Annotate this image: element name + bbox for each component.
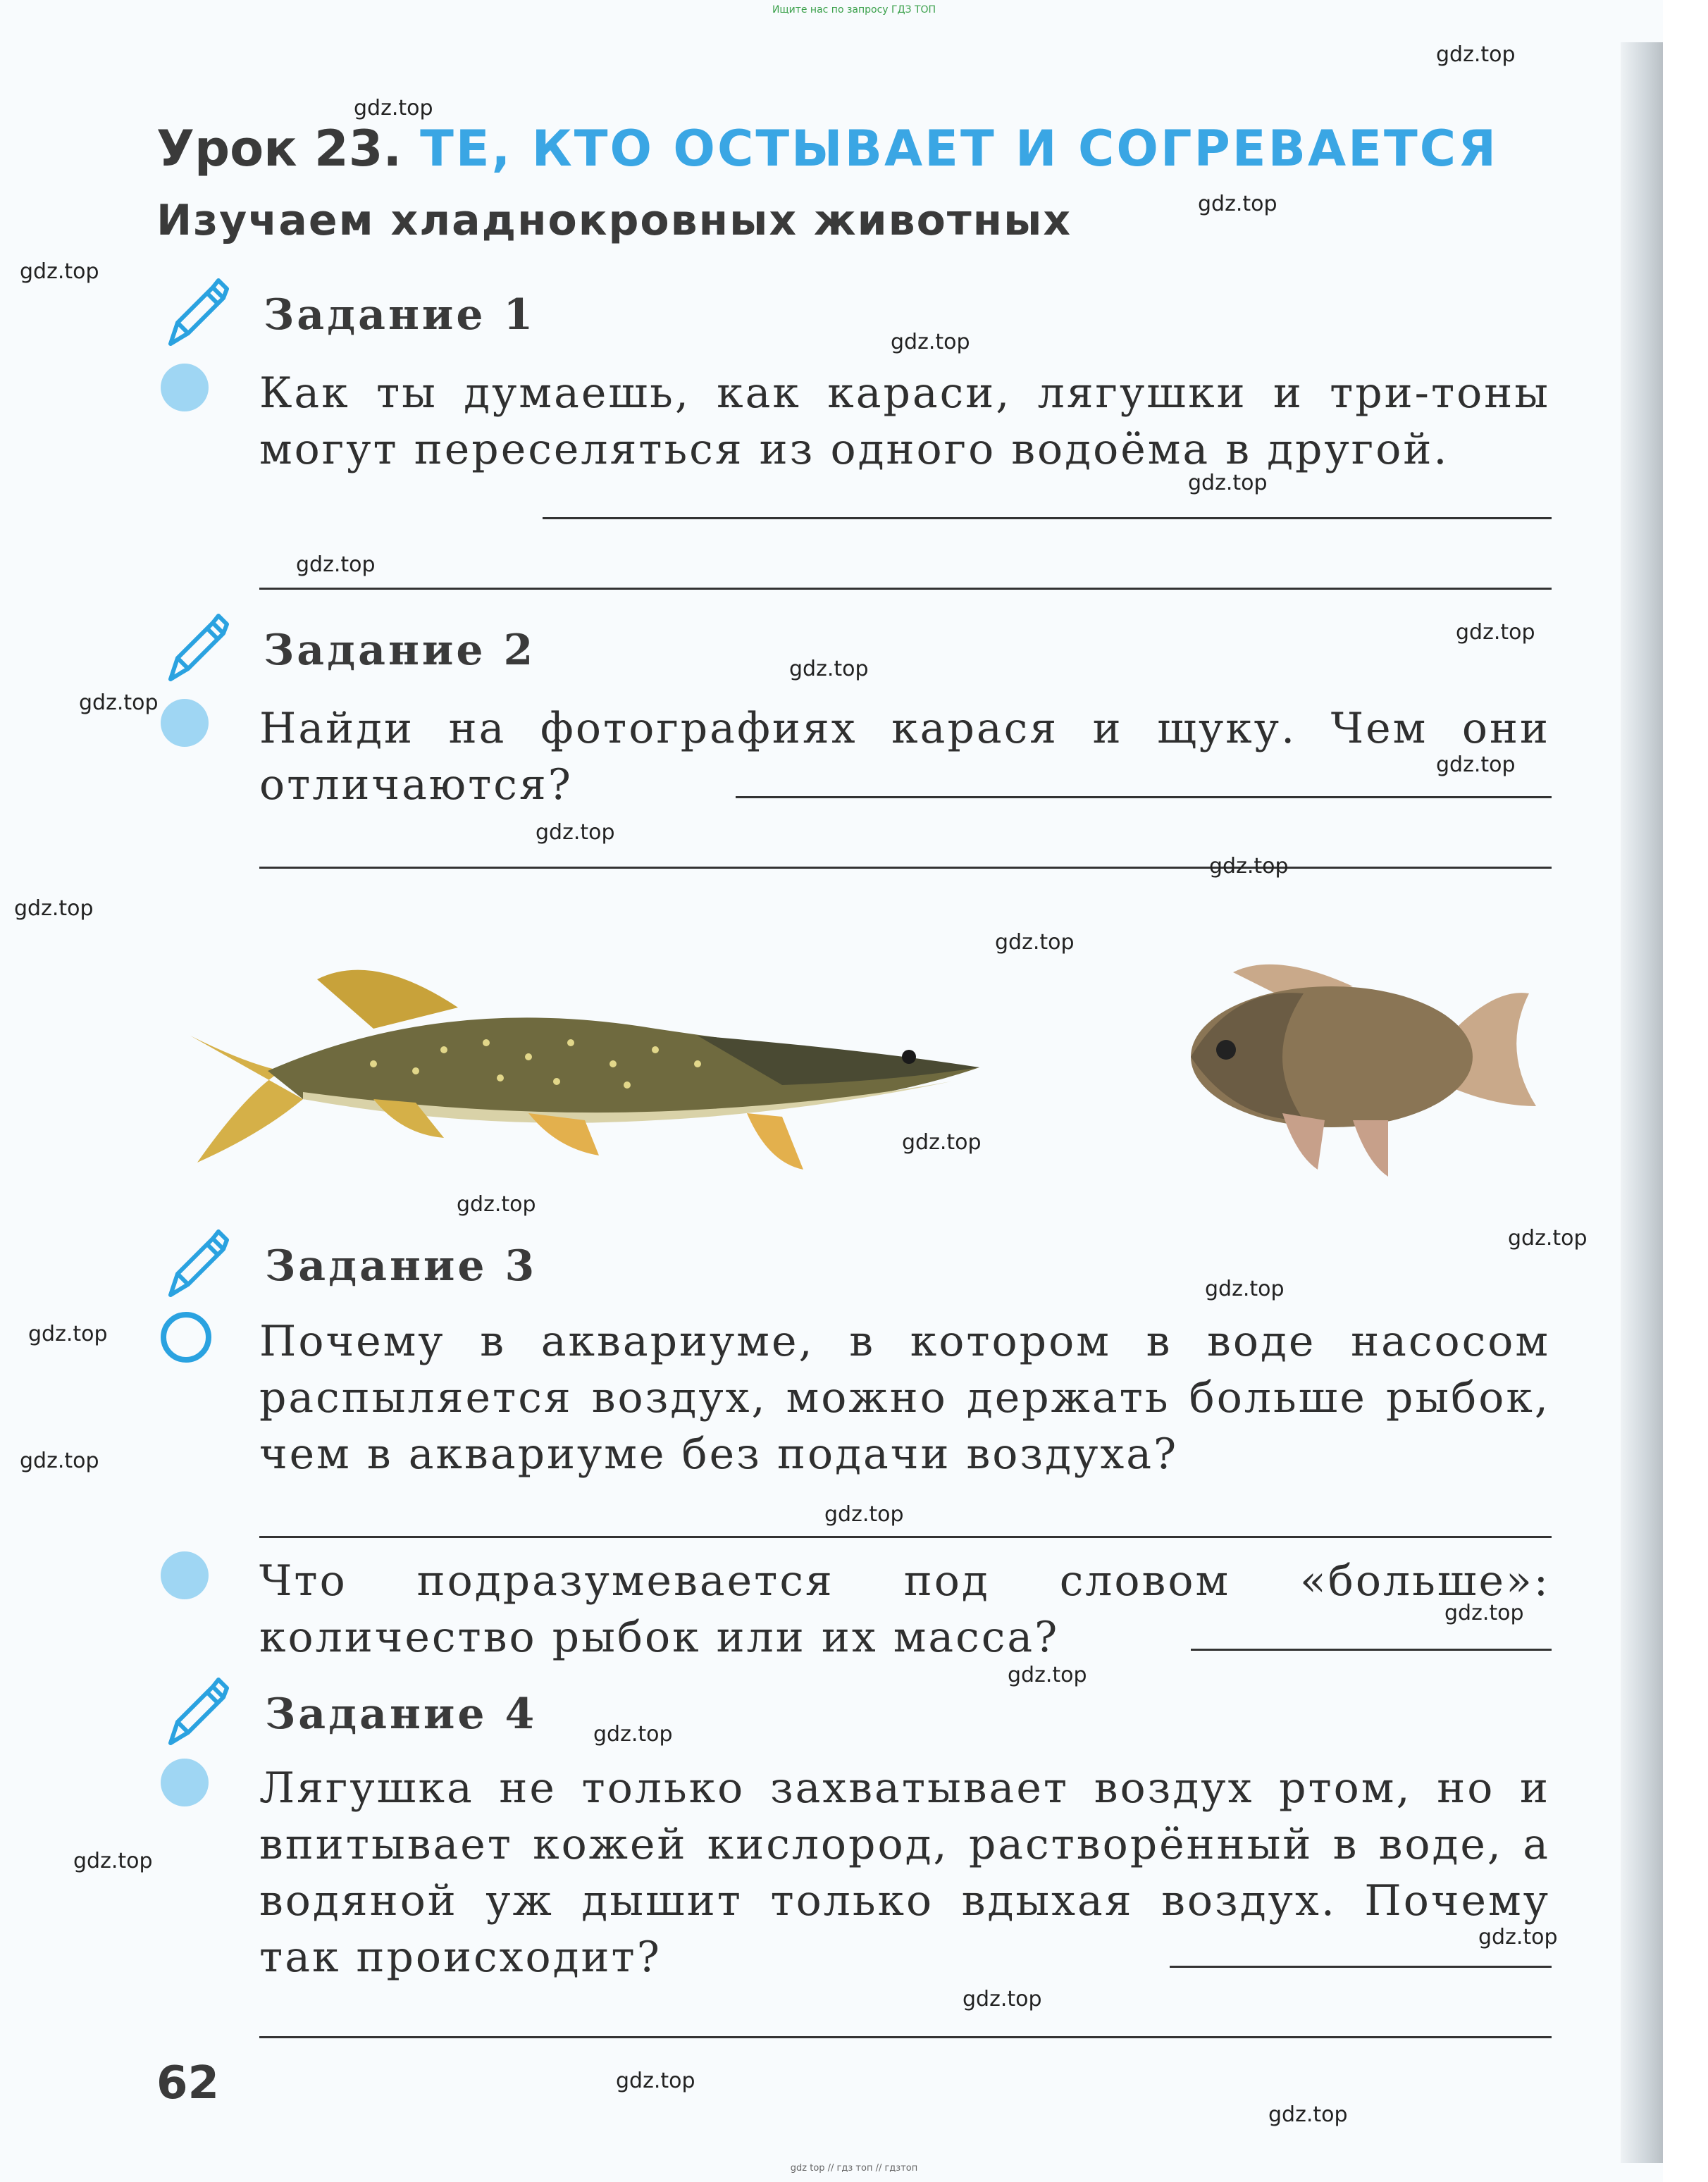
watermark: gdz.top xyxy=(457,1192,536,1217)
header-note: Ищите нас по запросу ГДЗ ТОП xyxy=(772,4,936,16)
watermark: gdz.top xyxy=(902,1130,982,1155)
watermark: gdz.top xyxy=(296,552,376,577)
answer-line[interactable] xyxy=(1170,1966,1552,1968)
task-3-followup-text: Что подразумевается под словом «больше»: количество рыбок или их масса? xyxy=(259,1556,1550,1662)
watermark: gdz.top xyxy=(789,657,869,681)
answer-line[interactable] xyxy=(736,796,1552,798)
crucian-carp-photo xyxy=(1120,944,1543,1198)
watermark: gdz.top xyxy=(1008,1663,1087,1687)
task-2-text: Найди на фотографиях карася и щуку. Чем они отличаются? xyxy=(259,704,1550,810)
lesson-title: ТЕ, КТО ОСТЫВАЕТ И СОГРЕВАЕТСЯ xyxy=(420,120,1498,178)
watermark: gdz.top xyxy=(1444,1601,1524,1625)
task-4-text: Лягушка не только захватывает воздух ртом, но и впитывает кожей кислород, растворённый в воде, а водяной уж дышит только вдыхая воздух. Почему так происходит? xyxy=(259,1763,1550,1982)
watermark: gdz.top xyxy=(73,1849,153,1873)
answer-line[interactable] xyxy=(1191,1649,1552,1651)
footer-note: gdz top // гдз топ // гдзтоп xyxy=(790,2163,918,2174)
answer-line[interactable] xyxy=(259,2036,1552,2038)
lesson-subtitle: Изучаем хладнокровных животных xyxy=(156,196,1072,245)
pencil-icon xyxy=(156,609,234,686)
answer-line[interactable] xyxy=(259,588,1552,590)
answer-line[interactable] xyxy=(259,867,1552,869)
answer-line[interactable] xyxy=(543,517,1552,519)
watermark: gdz.top xyxy=(354,96,433,120)
watermark: gdz.top xyxy=(1188,471,1268,495)
watermark: gdz.top xyxy=(79,690,159,715)
task-3-text: Почему в аквариуме, в котором в воде насосом распыляется воздух, можно держать больше рыбок, чем в аквариуме без подачи воздуха? xyxy=(259,1317,1550,1479)
lesson-heading xyxy=(156,120,1498,178)
page-edge xyxy=(1663,0,1708,2182)
watermark: gdz.top xyxy=(1436,752,1516,777)
watermark: gdz.top xyxy=(963,1987,1042,2011)
task-1-title: Задание 1 xyxy=(264,290,536,340)
task-3-title: Задание 3 xyxy=(265,1241,538,1291)
watermark: gdz.top xyxy=(891,330,970,354)
watermark: gdz.top xyxy=(1508,1226,1588,1251)
circle-marker-icon xyxy=(161,1759,209,1806)
watermark: gdz.top xyxy=(20,259,99,284)
circle-marker-icon xyxy=(161,699,209,747)
task-1-text: Как ты думаешь, как караси, лягушки и три-тоны могут переселяться из одного водоёма в другой. xyxy=(259,368,1550,474)
pencil-icon xyxy=(156,273,234,351)
lesson-number: Урок 23. xyxy=(156,120,402,178)
circle-marker-icon xyxy=(161,364,209,411)
watermark: gdz.top xyxy=(593,1722,673,1747)
watermark: gdz.top xyxy=(1205,1277,1285,1301)
watermark: gdz.top xyxy=(616,2069,695,2093)
watermark: gdz.top xyxy=(1209,854,1289,879)
page-fold-shadow xyxy=(1621,42,1663,2163)
watermark: gdz.top xyxy=(1198,192,1277,216)
ring-marker-icon xyxy=(161,1312,211,1363)
task-4-title: Задание 4 xyxy=(265,1690,538,1739)
pike-photo xyxy=(162,951,994,1177)
watermark: gdz.top xyxy=(1456,620,1535,645)
watermark: gdz.top xyxy=(14,896,94,921)
pencil-icon xyxy=(156,1673,234,1750)
watermark: gdz.top xyxy=(28,1322,108,1346)
watermark: gdz.top xyxy=(1436,42,1516,67)
watermark: gdz.top xyxy=(20,1449,99,1473)
watermark: gdz.top xyxy=(1478,1925,1558,1949)
watermark: gdz.top xyxy=(1268,2102,1348,2127)
pencil-icon xyxy=(156,1225,234,1302)
answer-line[interactable] xyxy=(259,1536,1552,1538)
watermark: gdz.top xyxy=(824,1502,904,1527)
task-2-title: Задание 2 xyxy=(264,626,536,675)
page-number: 62 xyxy=(156,2057,220,2109)
watermark: gdz.top xyxy=(536,820,615,845)
circle-marker-icon xyxy=(161,1551,209,1599)
watermark: gdz.top xyxy=(995,930,1075,955)
